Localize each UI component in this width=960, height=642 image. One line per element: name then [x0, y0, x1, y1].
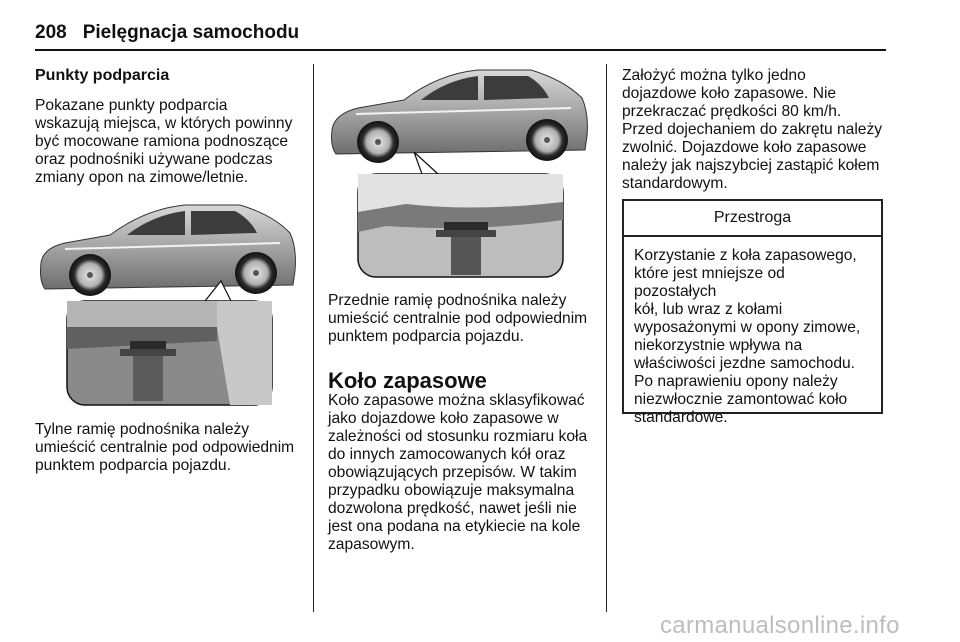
front-lift-caption: [328, 292, 603, 346]
column-divider-1: [313, 64, 314, 612]
page-header: [35, 22, 299, 44]
text-line: zależności od stosunku rozmiaru koła: [328, 428, 588, 445]
text-line: zmiany opon na zimowe/letnie.: [35, 169, 249, 186]
car-side-view: [41, 205, 296, 296]
intro-paragraph: [35, 97, 305, 187]
caution-box: [622, 199, 883, 426]
text-line: Tylne ramię podnośnika należy: [35, 421, 250, 438]
text-line: niekorzystnie wpływa na: [634, 337, 803, 354]
rear-lift-point-illustration: [35, 193, 300, 408]
text-line: Założyć można tylko jedno: [622, 67, 806, 84]
text-line: dojazdowe koło zapasowe. Nie: [622, 85, 837, 102]
text-line: zapasowym.: [328, 536, 415, 553]
car-side-view: [332, 70, 588, 163]
text-line: które jest mniejsze od pozostałych: [634, 265, 785, 300]
front-lift-point-illustration: [326, 62, 591, 280]
text-line: standardowe.: [634, 409, 728, 426]
header-rule: [35, 49, 886, 51]
text-line: kół, lub wraz z kołami: [634, 301, 783, 318]
spare-wheel-paragraph: [328, 392, 603, 554]
text-line: Po naprawieniu opony należy: [634, 373, 838, 390]
page-number: 208: [35, 22, 67, 43]
section-heading-spare-wheel: Koło zapasowe: [328, 368, 487, 393]
rear-jack-point-detail: [67, 301, 272, 405]
column-divider-2: [606, 64, 607, 612]
text-line: jest ona podana na etykiecie na kole: [328, 518, 581, 535]
text-line: jako dojazdowe koło zapasowe w: [328, 410, 559, 427]
caution-title: Przestroga: [624, 201, 881, 237]
text-line: wskazują miejsca, w których powinny: [35, 115, 293, 132]
section-heading-support-points: Punkty podparcia: [35, 67, 170, 84]
text-line: Koło zapasowe można sklasyfikować: [328, 392, 585, 409]
callout-pointer: [414, 152, 438, 174]
watermark: carmanualsonline.info: [660, 612, 900, 639]
text-line: przypadku obowiązuje maksymalna: [328, 482, 575, 499]
text-line: Przed dojechaniem do zakrętu należy: [622, 121, 883, 138]
text-line: standardowym.: [622, 175, 728, 192]
text-line: umieścić centralnie pod odpowiednim: [328, 310, 588, 327]
front-jack-point-detail: [358, 174, 563, 277]
text-line: właściwości jezdne samochodu.: [634, 355, 856, 372]
text-line: niezwłocznie zamontować koło: [634, 391, 848, 408]
spare-wheel-usage-paragraph: [622, 67, 892, 193]
text-line: obowiązujących przepisów. W takim: [328, 464, 577, 481]
text-line: Korzystanie z koła zapasowego,: [634, 247, 857, 264]
text-line: punktem podparcia pojazdu.: [328, 328, 524, 345]
rear-lift-caption: [35, 421, 310, 475]
text-line: Przednie ramię podnośnika należy: [328, 292, 567, 309]
text-line: punktem podparcia pojazdu.: [35, 457, 231, 474]
chapter-title: Pielęgnacja samochodu: [82, 22, 300, 43]
text-line: dozwolona prędkość, nawet jeśli nie: [328, 500, 577, 517]
text-line: przekraczać prędkości 80 km/h.: [622, 103, 842, 120]
text-line: Pokazane punkty podparcia: [35, 97, 228, 114]
caution-text: [624, 237, 881, 427]
text-line: należy jak najszybciej zastąpić kołem: [622, 157, 880, 174]
text-line: wyposażonymi w opony zimowe,: [634, 319, 861, 336]
text-line: zwolnić. Dojazdowe koło zapasowe: [622, 139, 867, 156]
text-line: być mocowane ramiona podnoszące: [35, 133, 289, 150]
text-line: umieścić centralnie pod odpowiednim: [35, 439, 295, 456]
text-line: do innych zamocowanych kół oraz: [328, 446, 566, 463]
text-line: oraz podnośniki używane podczas: [35, 151, 273, 168]
